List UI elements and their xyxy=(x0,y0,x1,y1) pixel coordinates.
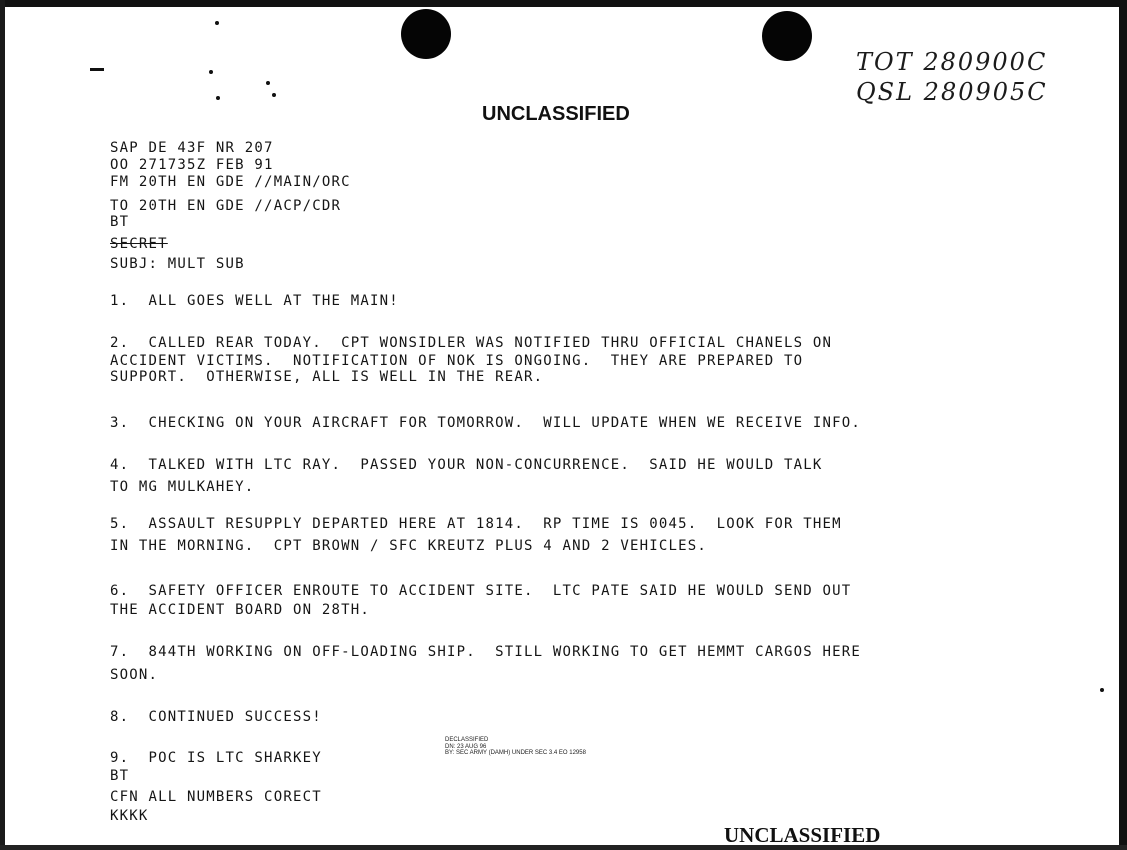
punch-hole-left xyxy=(401,9,451,59)
scan-border-right xyxy=(1119,0,1127,850)
classification-banner-bottom: UNCLASSIFIED xyxy=(724,823,881,847)
classification-struck: SECRET xyxy=(110,236,168,252)
paragraph-4-line-2: TO MG MULKAHEY. xyxy=(110,479,255,495)
handwritten-qsl: QSL 280905C xyxy=(856,78,1048,106)
paragraph-2-line-1: 2. CALLED REAR TODAY. CPT WONSIDLER WAS NOTIFIED THRU OFFICIAL CHANELS ON xyxy=(110,335,833,351)
paragraph-2-line-2: ACCIDENT VICTIMS. NOTIFICATION OF NOK IS ONGOING. THEY ARE PREPARED TO xyxy=(110,353,804,369)
message-end: KKKK xyxy=(110,808,149,824)
classification-banner-top: UNCLASSIFIED xyxy=(482,103,630,125)
paragraph-5-line-2: IN THE MORNING. CPT BROWN / SFC KREUTZ PLUS 4 AND 2 VEHICLES. xyxy=(110,538,707,554)
message-header-to: TO 20TH EN GDE //ACP/CDR xyxy=(110,198,342,214)
message-break: BT xyxy=(110,214,130,230)
punch-hole-right xyxy=(762,11,812,61)
scan-speck xyxy=(266,81,270,85)
declassified-stamp-line-3: BY: SEC ARMY (DAMH) UNDER SEC 3.4 EO 12958 xyxy=(445,750,586,756)
scan-border-left xyxy=(0,0,5,850)
declassified-stamp-line-2: DN: 23 AUG 96 xyxy=(445,743,487,750)
message-subject: SUBJ: MULT SUB xyxy=(110,256,245,272)
scan-border-bottom xyxy=(0,845,1127,850)
paragraph-4-line-1: 4. TALKED WITH LTC RAY. PASSED YOUR NON-CONCURRENCE. SAID HE WOULD TALK xyxy=(110,457,823,473)
scan-speck xyxy=(215,21,219,25)
message-header-routing: SAP DE 43F NR 207 xyxy=(110,140,274,156)
message-break-end: BT xyxy=(110,768,130,784)
declassified-stamp-line-1: DECLASSIFIED xyxy=(445,737,489,743)
paragraph-3: 3. CHECKING ON YOUR AIRCRAFT FOR TOMORROW. WILL UPDATE WHEN WE RECEIVE INFO. xyxy=(110,415,862,431)
scan-speck xyxy=(1100,688,1104,692)
scan-border-top xyxy=(0,0,1127,7)
paragraph-6-line-1: 6. SAFETY OFFICER ENROUTE TO ACCIDENT SITE. LTC PATE SAID HE WOULD SEND OUT xyxy=(110,583,852,599)
scan-speck xyxy=(216,96,220,100)
paragraph-2-line-3: SUPPORT. OTHERWISE, ALL IS WELL IN THE REAR. xyxy=(110,369,544,385)
paragraph-5-line-1: 5. ASSAULT RESUPPLY DEPARTED HERE AT 1814. RP TIME IS 0045. LOOK FOR THEM xyxy=(110,516,842,532)
paragraph-6-line-2: THE ACCIDENT BOARD ON 28TH. xyxy=(110,602,370,618)
declassified-stamp xyxy=(445,737,665,757)
paragraph-7-line-2: SOON. xyxy=(110,667,159,683)
paragraph-9: 9. POC IS LTC SHARKEY xyxy=(110,750,322,766)
scan-speck xyxy=(272,93,276,97)
message-header-dtg: OO 271735Z FEB 91 xyxy=(110,157,274,173)
paragraph-7-line-1: 7. 844TH WORKING ON OFF-LOADING SHIP. STILL WORKING TO GET HEMMT CARGOS HERE xyxy=(110,644,862,660)
scan-speck xyxy=(209,70,213,74)
paragraph-8: 8. CONTINUED SUCCESS! xyxy=(110,709,322,725)
paragraph-1: 1. ALL GOES WELL AT THE MAIN! xyxy=(110,293,399,309)
message-header-from: FM 20TH EN GDE //MAIN/ORC xyxy=(110,174,351,190)
handwritten-tot: TOT 280900C xyxy=(856,48,1048,76)
scan-mark xyxy=(90,68,104,71)
message-confirmation: CFN ALL NUMBERS CORECT xyxy=(110,789,322,805)
